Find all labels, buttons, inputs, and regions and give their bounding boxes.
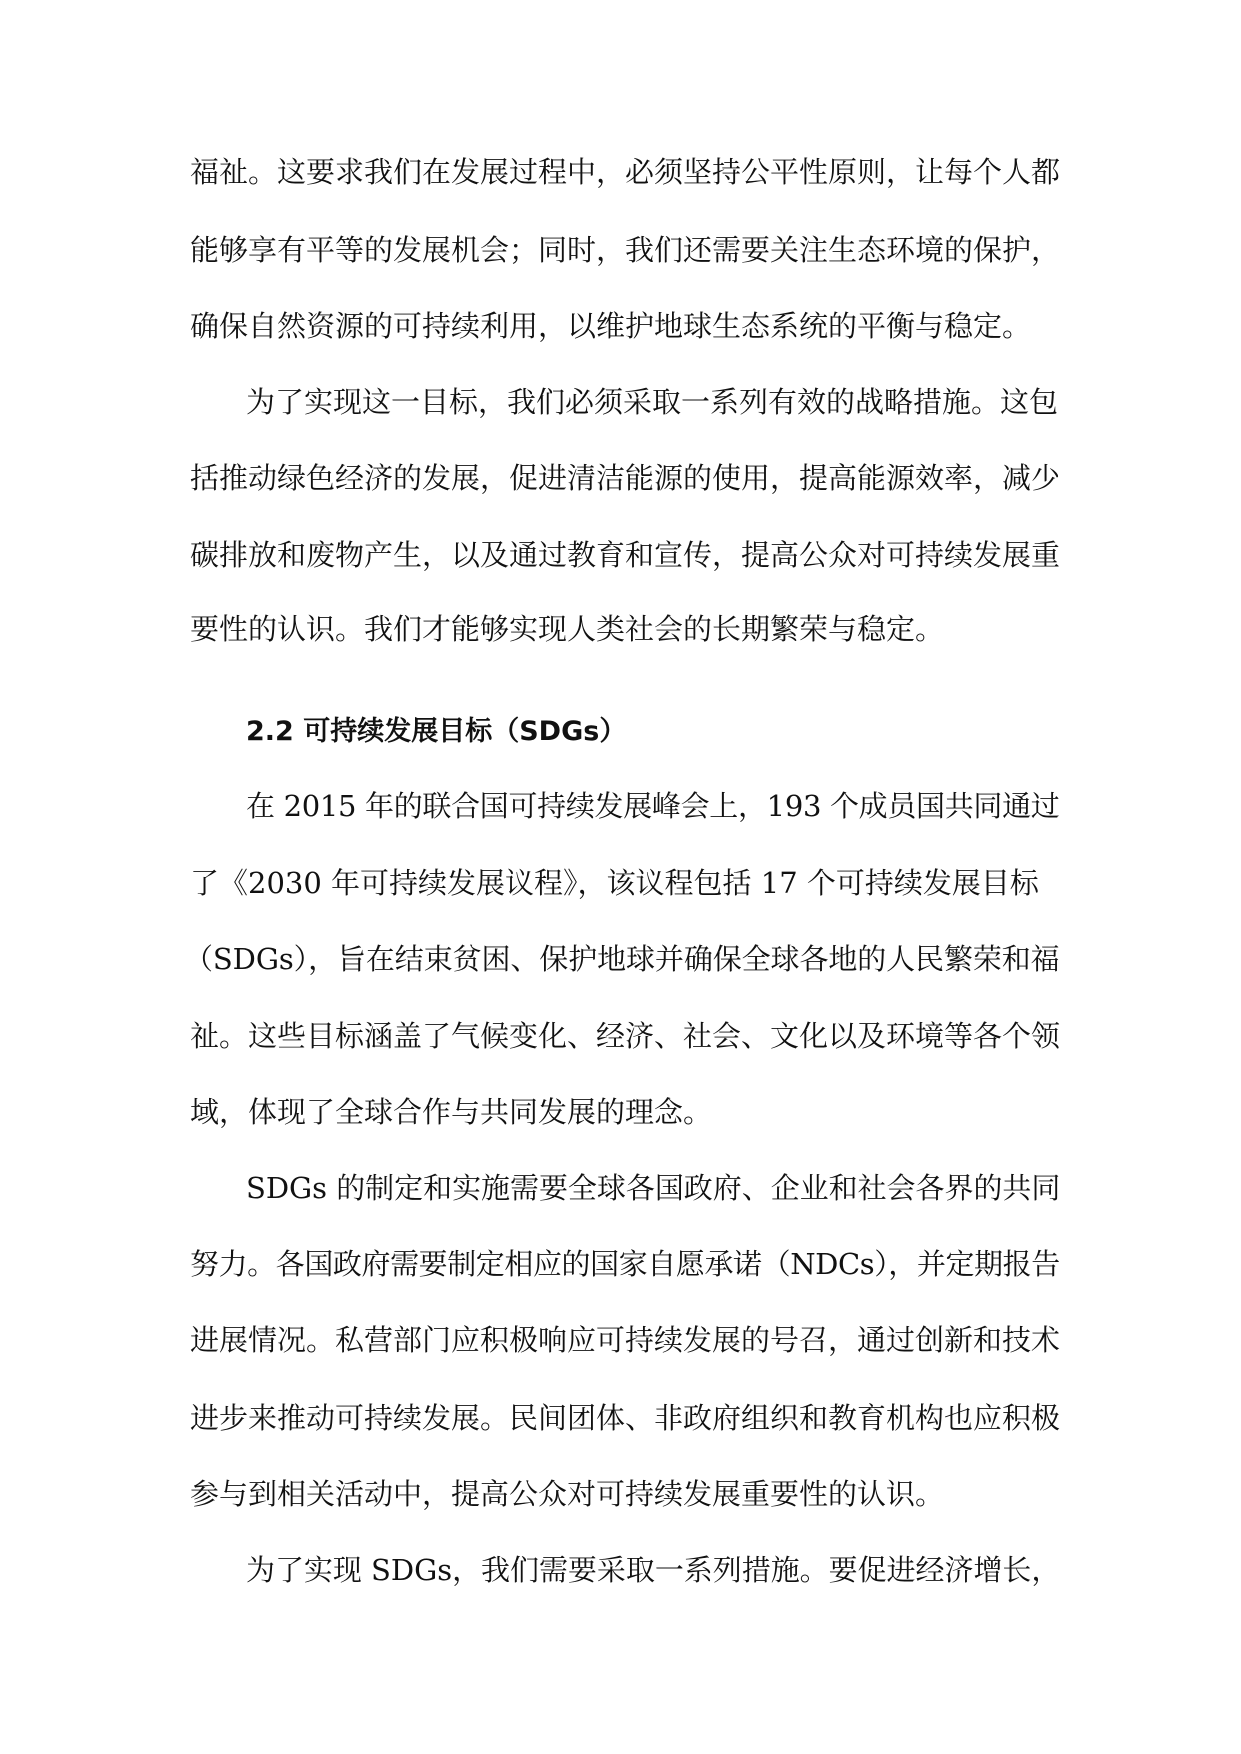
- text-line: 为了实现 SDGs，我们需要采取一系列措施。要促进经济增长，: [246, 1553, 1061, 1587]
- text-line: 进展情况。私营部门应积极响应可持续发展的号召，通过创新和技术: [190, 1323, 1061, 1357]
- text-line: 参与到相关活动中，提高公众对可持续发展重要性的认识。: [190, 1477, 945, 1511]
- text-line: 域，体现了全球合作与共同发展的理念。: [190, 1095, 713, 1129]
- text-line: 为了实现这一目标，我们必须采取一系列有效的战略措施。这包: [246, 385, 1059, 419]
- text-line: SDGs 的制定和实施需要全球各国政府、企业和社会各界的共同: [246, 1171, 1061, 1205]
- text-line: 祉。这些目标涵盖了气候变化、经济、社会、文化以及环境等各个领: [190, 1019, 1061, 1053]
- text-line: 确保自然资源的可持续利用，以维护地球生态系统的平衡与稳定。: [190, 309, 1032, 343]
- text-line: 努力。各国政府需要制定相应的国家自愿承诺（NDCs），并定期报告: [190, 1247, 1060, 1281]
- text-line: 碳排放和废物产生，以及通过教育和宣传，提高公众对可持续发展重: [190, 538, 1061, 572]
- text-line: 要性的认识。我们才能够实现人类社会的长期繁荣与稳定。: [190, 612, 945, 646]
- text-line: 在 2015 年的联合国可持续发展峰会上，193 个成员国共同通过: [246, 789, 1060, 823]
- text-line: 括推动绿色经济的发展，促进清洁能源的使用，提高能源效率，减少: [190, 461, 1061, 495]
- text-line: 进步来推动可持续发展。民间团体、非政府组织和教育机构也应积极: [190, 1401, 1061, 1435]
- text-line: （SDGs），旨在结束贫困、保护地球并确保全球各地的人民繁荣和福: [184, 942, 1060, 976]
- text-line: 了《2030 年可持续发展议程》，该议程包括 17 个可持续发展目标: [190, 866, 1039, 900]
- section-heading: 2.2 可持续发展目标（SDGs）: [246, 716, 627, 747]
- text-line: 能够享有平等的发展机会；同时，我们还需要关注生态环境的保护，: [190, 233, 1061, 267]
- text-line: 福祉。这要求我们在发展过程中，必须坚持公平性原则，让每个人都: [190, 155, 1061, 189]
